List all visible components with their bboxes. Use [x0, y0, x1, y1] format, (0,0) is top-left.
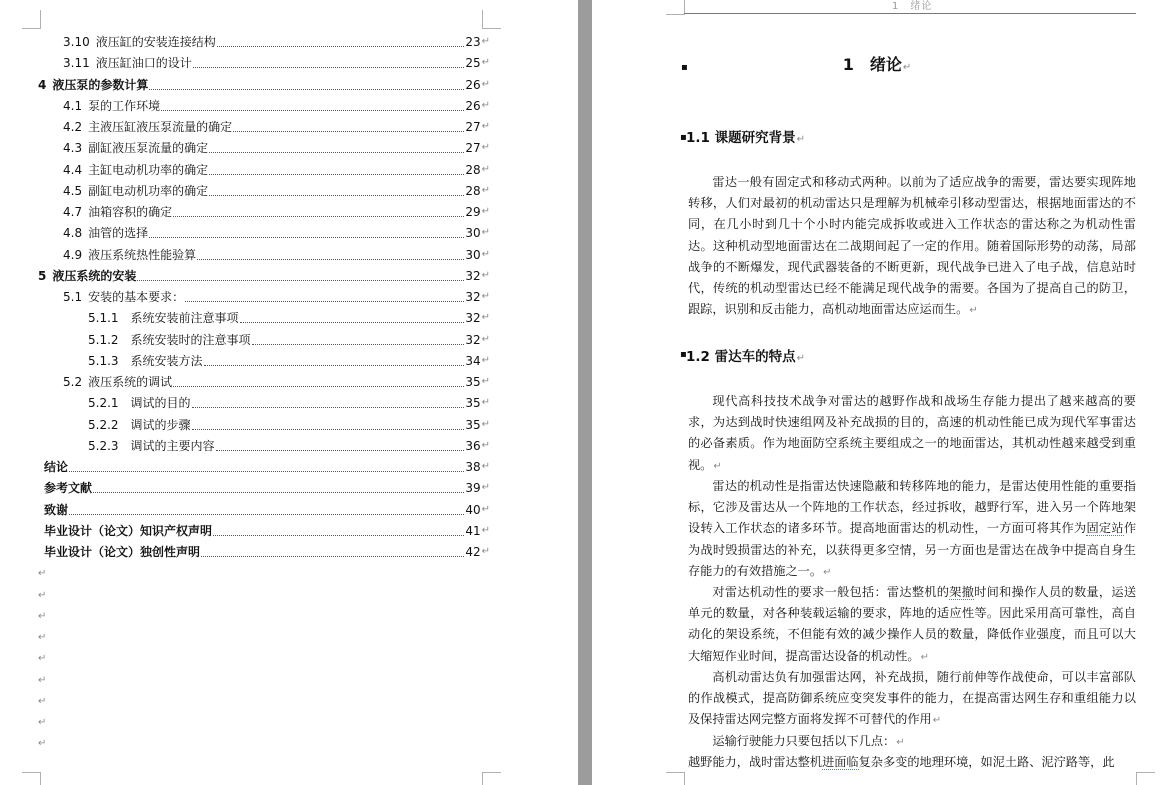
toc-entry-title: 调试的步骤 — [130, 417, 191, 432]
toc-entry-number: 4.9 — [63, 247, 83, 262]
toc-page-number: 29 — [465, 205, 481, 219]
toc-entry[interactable] — [38, 393, 490, 413]
toc-page-number: 35 — [465, 396, 481, 411]
spellcheck-underline: 固定站 — [1086, 521, 1124, 536]
toc-dot-leader — [161, 110, 464, 111]
paragraph-mark: ↵ — [481, 482, 490, 494]
toc-entry-title: 调试的主要内容 — [130, 438, 215, 453]
toc-entry[interactable] — [38, 308, 490, 328]
toc-dot-leader — [213, 535, 464, 536]
toc-page — [0, 0, 578, 785]
toc-dot-leader — [233, 131, 464, 132]
toc-entry-number: 5 — [38, 268, 47, 283]
toc-entry-title: 液压系统的调试 — [88, 375, 173, 389]
running-header: 1 绪论 — [892, 1, 933, 12]
toc-page-number: 32 — [465, 268, 481, 283]
toc-page-number: 32 — [465, 290, 481, 304]
crop-mark — [22, 10, 41, 29]
paragraph-mark: ↵ — [481, 78, 490, 90]
paragraph-mark: ↵ — [481, 57, 490, 69]
toc-entry[interactable] — [38, 32, 490, 52]
crop-mark — [482, 10, 501, 29]
toc-page-number: 30 — [465, 247, 481, 262]
crop-mark — [482, 772, 501, 785]
spellcheck-underline: 进面临 — [822, 755, 859, 769]
empty-paragraph-mark: ↵ — [38, 695, 47, 707]
empty-paragraph-mark: ↵ — [38, 632, 47, 643]
toc-entry[interactable] — [38, 436, 490, 456]
toc-dot-leader — [192, 429, 465, 430]
toc-dot-leader — [173, 386, 464, 387]
toc-entry-title: 毕业设计（论文）独创性声明 — [44, 545, 201, 559]
toc-dot-leader — [204, 365, 465, 366]
body-paragraph: 运输行驶能力只要包括以下几点：↵ — [712, 734, 905, 748]
toc-page-number: 26 — [465, 77, 481, 92]
paragraph-mark: ↵ — [481, 36, 490, 47]
toc-page-number: 23 — [465, 35, 481, 49]
body-paragraph: 对雷达机动性的要求一般包括：雷达整机的架撤时间和操作人员的数量，运送单元的数量，对各种装载运输的要求，阵地的适应性等。因此采用高可靠性，高自动化的架设系统，不但能有效的减少操作人员的数量，降低作业强度，而且可以大大缩短作业时间，提高雷达设备的机动性。↵ — [688, 585, 1137, 663]
toc-page-number: 34 — [465, 353, 481, 368]
paragraph-mark: ↵ — [481, 227, 490, 239]
toc-entry[interactable] — [38, 500, 490, 520]
paragraph-mark: ↵ — [481, 376, 490, 387]
toc-entry[interactable] — [38, 542, 490, 562]
toc-entry[interactable] — [38, 202, 490, 222]
toc-page-number: 40 — [465, 502, 481, 517]
toc-dot-leader — [209, 152, 464, 153]
empty-paragraph-mark: ↵ — [38, 589, 47, 601]
toc-entry-title: 主缸电动机功率的确定 — [88, 162, 209, 177]
toc-page-number: 25 — [465, 56, 481, 71]
toc-entry-title: 液压缸油口的设计 — [95, 56, 192, 71]
empty-paragraph-mark: ↵ — [38, 717, 47, 728]
paragraph-mark: ↵ — [481, 291, 490, 302]
toc-entry-number: 5.2 — [63, 375, 83, 389]
spellcheck-underline: 架撤 — [949, 585, 975, 599]
chapter-page — [592, 0, 1162, 785]
paragraph-mark: ↵ — [481, 99, 490, 111]
empty-paragraph-mark: ↵ — [38, 674, 47, 686]
toc-entry-title: 油箱容积的确定 — [88, 205, 173, 219]
toc-dot-leader — [216, 450, 465, 451]
paragraph-mark: ↵ — [481, 354, 490, 366]
paragraph-mark: ↵ — [481, 142, 490, 154]
toc-dot-leader — [192, 407, 465, 408]
paragraph-mark: ↵ — [481, 461, 490, 472]
toc-dot-leader — [69, 471, 464, 472]
empty-paragraph-mark: ↵ — [38, 568, 47, 580]
empty-paragraph-mark: ↵ — [38, 653, 47, 665]
toc-entry-number: 5.2.2 — [88, 417, 119, 432]
toc-dot-leader — [173, 216, 464, 217]
toc-entry-number: 3.11 — [63, 56, 90, 71]
toc-entry-title: 系统安装前注意事项 — [130, 311, 239, 326]
crop-mark — [666, 772, 685, 785]
toc-page-number: 42 — [465, 545, 481, 559]
toc-page-number: 32 — [465, 311, 481, 326]
toc-entry-number: 5.2.1 — [88, 396, 119, 411]
paragraph-mark: ↵ — [481, 269, 490, 281]
toc-dot-leader — [201, 556, 464, 557]
toc-entry[interactable] — [38, 330, 490, 350]
toc-entry-number: 4.5 — [63, 183, 83, 198]
toc-entry-number: 5.1.1 — [88, 311, 119, 326]
toc-page-number: 30 — [465, 226, 481, 241]
page-gutter — [578, 0, 592, 785]
toc-page-number: 26 — [465, 98, 481, 113]
toc-entry[interactable] — [38, 266, 490, 286]
toc-dot-leader — [240, 322, 465, 323]
toc-entry[interactable] — [38, 160, 490, 180]
paragraph-mark: ↵ — [481, 312, 490, 324]
toc-entry-number: 4.1 — [63, 98, 83, 113]
toc-entry-title: 主液压缸液压泵流量的确定 — [88, 120, 233, 134]
empty-paragraph-mark: ↵ — [38, 738, 47, 750]
header-rule — [684, 13, 1136, 14]
toc-page-number: 41 — [465, 523, 481, 538]
toc-entry-number: 3.10 — [63, 35, 90, 49]
toc-entry-number: 4.8 — [63, 226, 83, 241]
toc-dot-leader — [149, 237, 464, 238]
toc-entry-number: 4.7 — [63, 205, 83, 219]
toc-entry-title: 副缸电动机功率的确定 — [88, 183, 209, 198]
toc-entry-title: 结论 — [44, 460, 69, 474]
toc-entry-title: 致谢 — [44, 502, 69, 517]
toc-page-number: 35 — [465, 375, 481, 389]
toc-entry-title: 系统安装时的注意事项 — [130, 332, 251, 347]
paragraph-mark: ↵ — [481, 248, 490, 260]
toc-dot-leader — [197, 259, 464, 260]
toc-entry[interactable] — [38, 372, 490, 392]
toc-entry[interactable] — [38, 351, 490, 371]
body-paragraph: 越野能力，战时雷达整机进面临复杂多变的地理环境，如泥土路、泥泞路等，此 — [688, 755, 1115, 769]
body-paragraph: 高机动雷达负有加强雷达网，补充战损，随行前伸等作战使命，可以丰富部队的作战模式，提高防御系统应变突发事件的能力，在提高雷达网生存和重组能力以及保持雷达网完整方面将发挥不可替代的作用↵ — [688, 670, 1136, 727]
toc-entry[interactable] — [38, 117, 490, 137]
paragraph-mark: ↵ — [481, 503, 490, 515]
toc-entry-title: 液压缸的安装连接结构 — [95, 35, 216, 49]
paragraph-mark: ↵ — [481, 121, 490, 132]
body-paragraph: 雷达一般有固定式和移动式两种。以前为了适应战争的需要，雷达要实现阵地转移，人们对最初的机动雷达只是理解为机械牵引移动型雷达，根据地面雷达的不同，在几小时到几十个小时内能完成拆收或进入工作状态的雷达称之为机动性雷达。这种机动型地面雷达在二战期间起了一定的作用。随着国际形势的动荡，局部战争的不断爆发，现代武器装备的不断更新，现代战争已进入了电子战，信息站时代，传统的机动型雷达已经不能满足现代战争的需要。各国为了提高自己的防卫，跟踪，识别和反击能力，高机动地面雷达应运而生。↵ — [688, 175, 1136, 317]
crop-mark — [22, 772, 41, 785]
section-heading: 1.1 课题研究背景↵ — [686, 130, 806, 146]
toc-page-number: 39 — [465, 481, 481, 496]
toc-entry[interactable] — [38, 287, 490, 307]
toc-entry-title: 参考文献 — [44, 481, 93, 496]
paragraph-mark: ↵ — [481, 184, 490, 196]
toc-page-number: 28 — [465, 162, 481, 177]
toc-page-number: 32 — [465, 332, 481, 347]
paragraph-mark: ↵ — [481, 206, 490, 217]
toc-entry[interactable] — [38, 415, 490, 435]
toc-entry-number: 5.1 — [63, 290, 83, 304]
paragraph-mark: ↵ — [481, 397, 490, 409]
toc-entry[interactable] — [38, 478, 490, 498]
paragraph-mark: ↵ — [481, 163, 490, 175]
toc-entry[interactable] — [38, 245, 490, 265]
toc-entry-number: 5.1.3 — [88, 353, 119, 368]
toc-page-number: 28 — [465, 183, 481, 198]
toc-entry-number: 4.4 — [63, 162, 83, 177]
toc-page-number: 36 — [465, 438, 481, 453]
toc-entry-number: 5.1.2 — [88, 332, 119, 347]
toc-entry[interactable] — [38, 457, 490, 477]
toc-dot-leader — [93, 492, 464, 493]
bullet-mark: ▪ — [680, 132, 687, 143]
toc-dot-leader — [69, 514, 464, 515]
toc-dot-leader — [137, 280, 464, 281]
toc-entry-title: 安装的基本要求： — [88, 290, 185, 304]
toc-dot-leader — [252, 344, 465, 345]
toc-page-number: 27 — [465, 120, 481, 134]
toc-entry-number: 4.2 — [63, 120, 83, 134]
toc-entry-number: 4.3 — [63, 141, 83, 156]
toc-entry[interactable] — [38, 223, 490, 243]
section-heading: 1.2 雷达车的特点↵ — [686, 349, 806, 365]
toc-entry-number: 5.2.3 — [88, 438, 119, 453]
paragraph-mark: ↵ — [481, 439, 490, 451]
toc-dot-leader — [217, 46, 465, 47]
paragraph-mark: ↵ — [481, 418, 490, 430]
toc-entry[interactable] — [38, 96, 490, 116]
toc-entry[interactable] — [38, 181, 490, 201]
toc-entry-title: 调试的目的 — [130, 396, 191, 411]
toc-entry-title: 系统安装方法 — [130, 353, 203, 368]
toc-dot-leader — [185, 301, 464, 302]
toc-page-number: 27 — [465, 141, 481, 156]
empty-paragraph-mark: ↵ — [38, 610, 47, 622]
toc-entry-title: 副缸液压泵流量的确定 — [88, 141, 209, 156]
toc-entry[interactable] — [38, 75, 490, 95]
toc-entry[interactable] — [38, 521, 490, 541]
toc-entry-title: 液压泵的参数计算 — [52, 77, 149, 92]
toc-entry-number: 4 — [38, 77, 47, 92]
toc-page-number: 38 — [465, 460, 481, 474]
toc-entry-title: 油管的选择 — [88, 226, 149, 241]
bullet-mark: ▪ — [680, 349, 687, 360]
crop-mark — [1136, 772, 1155, 785]
chapter-title: 1 绪论↵ — [842, 55, 912, 74]
toc-dot-leader — [209, 195, 464, 196]
toc-entry-title: 液压系统的安装 — [52, 268, 137, 283]
toc-dot-leader — [149, 89, 464, 90]
toc-entry-title: 泵的工作环境 — [88, 98, 161, 113]
paragraph-mark: ↵ — [481, 546, 490, 557]
toc-entry-title: 毕业设计（论文）知识产权声明 — [44, 523, 213, 538]
toc-entry-title: 液压系统热性能验算 — [88, 247, 197, 262]
body-paragraph: 现代高科技技术战争对雷达的越野作战和战场生存能力提出了越来越高的要求，为达到战时快速组网及补充战损的目的，高速的机动性能已成为现代军事雷达的必备素质。作为地面防空系统主要组成之一的地面雷达，其机动性越来越受到重视。↵ — [688, 394, 1136, 472]
toc-entry[interactable] — [38, 138, 490, 158]
toc-dot-leader — [209, 174, 464, 175]
toc-dot-leader — [193, 67, 465, 68]
paragraph-mark: ↵ — [481, 524, 490, 536]
body-paragraph: 雷达的机动性是指雷达快速隐蔽和转移阵地的能力，是雷达使用性能的重要指标，它涉及雷达从一个阵地的工作状态，经过拆收，越野行军，进入另一个阵地架设转入工作状态的诸多环节。提高地面雷达的机动性，一方面可将其作为固定站作为战时毁损雷达的补充，以获得更多空情，另一方面也是雷达在战争中提高自身生存能力的有效措施之一。↵ — [688, 479, 1137, 578]
crop-mark — [666, 0, 685, 15]
toc-page-number: 35 — [465, 417, 481, 432]
toc-entry[interactable] — [38, 53, 490, 73]
paragraph-mark: ↵ — [481, 333, 490, 345]
bullet-mark: ▪ — [681, 62, 688, 73]
